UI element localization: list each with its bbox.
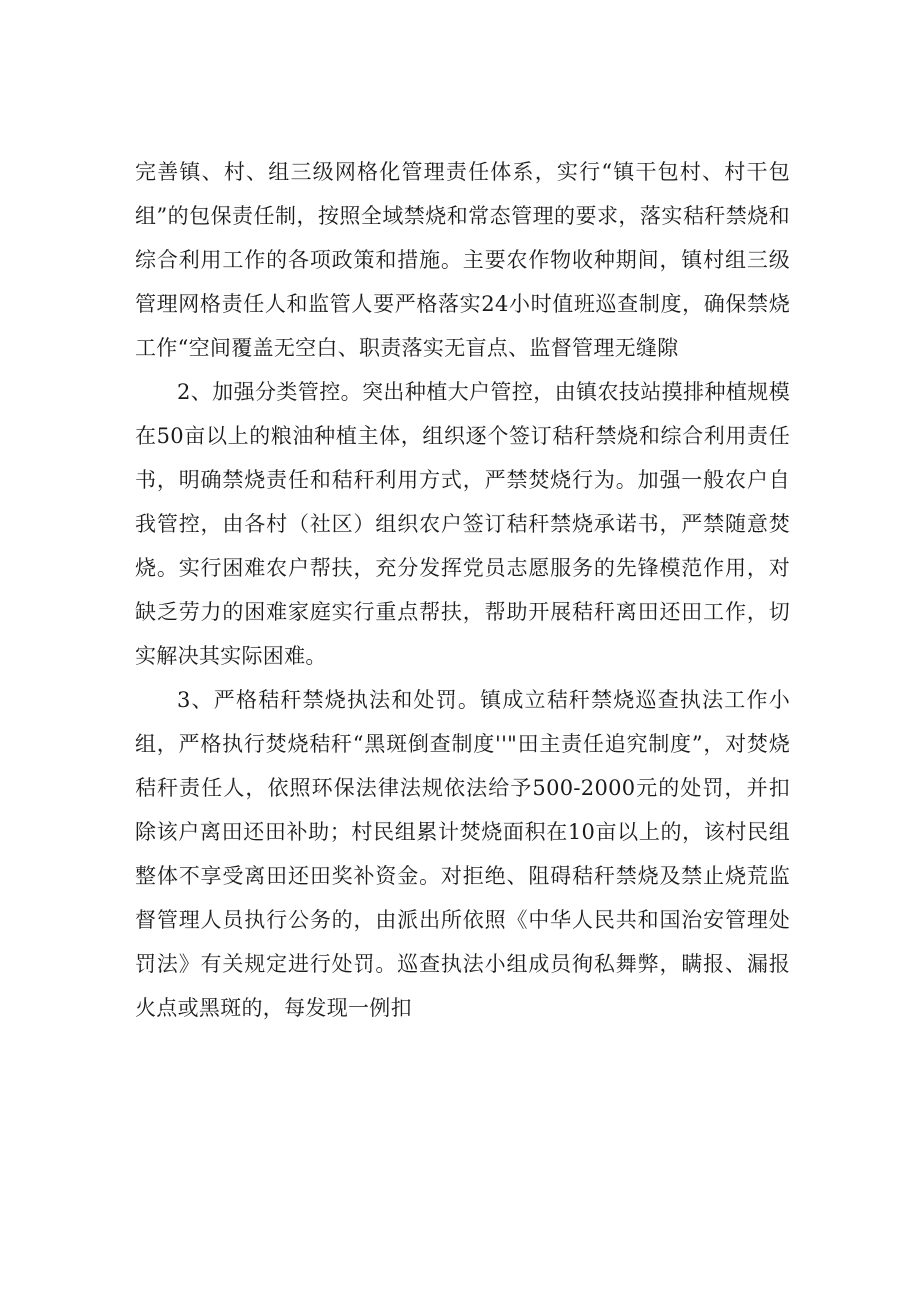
document-body [135, 150, 790, 1030]
paragraph-grid-management: 完善镇、村、组三级网格化管理责任体系，实行“镇干包村、村干包组”的包保责任制，按照全域禁烧和常态管理的要求，落实秸秆禁烧和综合利用工作的各项政策和措施。主要农作物收种期间，镇村组三级管理网格责任人和监管人要严格落实24小时值班巡查制度，确保禁烧工作“空间覆盖无空白、职责落实无盲点、监督管理无缝隙 [135, 160, 790, 360]
paragraph-classified-control: 2、加强分类管控。突出种植大户管控，由镇农技站摸排种植规模在50亩以上的粮油种植主体，组织逐个签订秸秆禁烧和综合利用责任书，明确禁烧责任和秸秆利用方式，严禁焚烧行为。加强一般农户自我管控，由各村（社区）组织农户签订秸秆禁烧承诺书，严禁随意焚烧。实行困难农户帮扶，充分发挥党员志愿服务的先锋模范作用，对缺乏劳力的困难家庭实行重点帮扶，帮助开展秸秆离田还田工作，切实解决其实际困难。 [135, 380, 790, 668]
paragraph-enforcement-penalty: 3、严格秸秆禁烧执法和处罚。镇成立秸秆禁烧巡查执法工作小组，严格执行焚烧秸秆“黑斑倒查制度''"田主责任追究制度”，对焚烧秸秆责任人，依照环保法律法规依法给予500-2000元的处罚，并扣除该户离田还田补助；村民组累计焚烧面积在10亩以上的，该村民组整体不享受离田还田奖补资金。对拒绝、阻碍秸秆禁烧及禁止烧荒监督管理人员执行公务的，由派出所依照《中华人民共和国治安管理处罚法》有关规定进行处罚。巡查执法小组成员徇私舞弊，瞒报、漏报火点或黑斑的，每发现一例扣 [135, 688, 790, 1020]
